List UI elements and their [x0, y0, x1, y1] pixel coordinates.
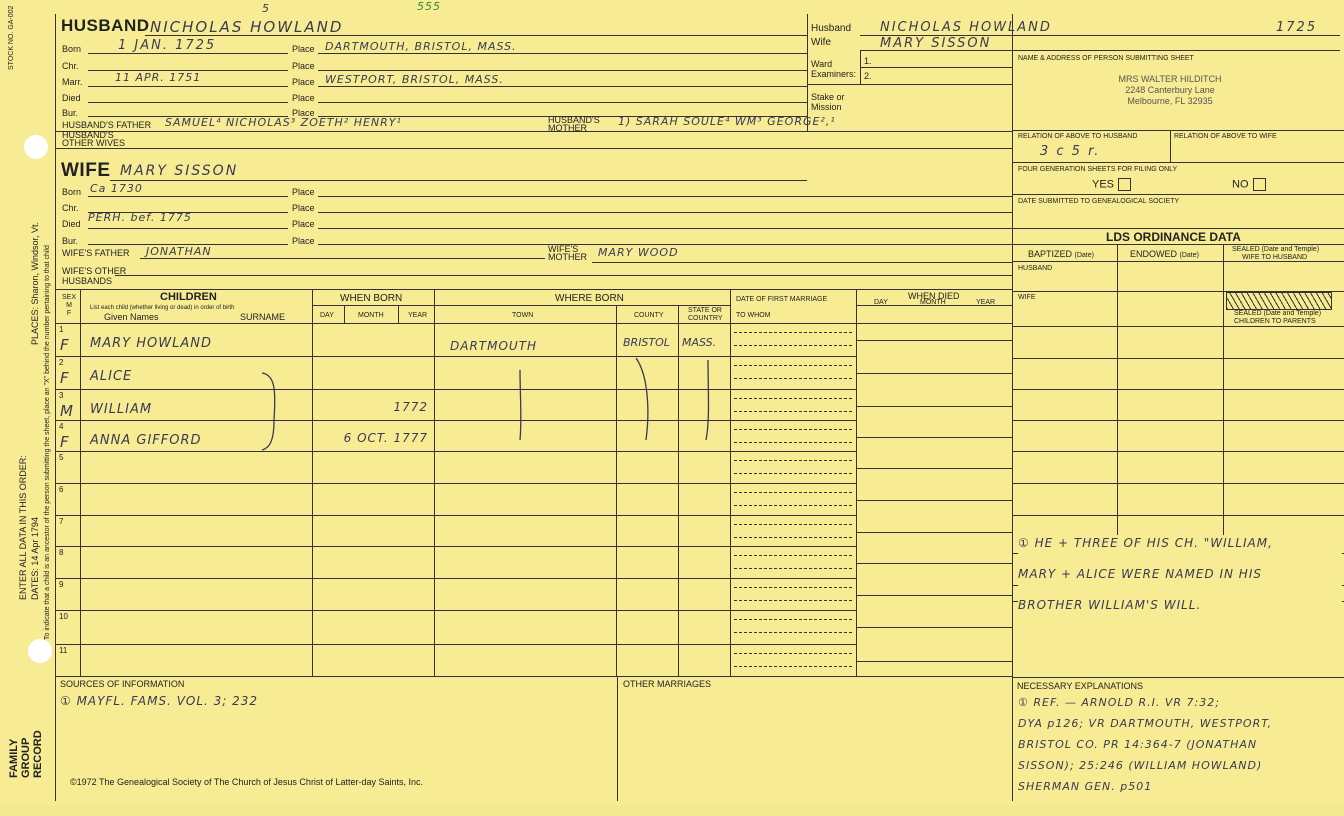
explanation-line-1: ① REF. — ARNOLD R.I. VR 7:32;: [1018, 696, 1220, 709]
where-born-label: WHERE BORN: [555, 293, 624, 304]
child-number: 6: [59, 485, 64, 494]
right-wife: MARY SISSON: [880, 36, 992, 51]
husband-other-wives-label-2: OTHER WIVES: [62, 138, 126, 148]
husband-note-555: 555: [417, 0, 441, 13]
punch-hole-bottom: [28, 639, 52, 663]
wife-born: Ca 1730: [90, 182, 143, 195]
sealed-children-label-2: CHILDREN TO PARENTS: [1234, 318, 1316, 325]
child-number: 8: [59, 548, 64, 557]
husband-heading: HUSBAND: [61, 16, 150, 35]
hatched-box: [1226, 292, 1332, 310]
child-number: 4: [59, 422, 64, 431]
note-line-3: BROTHER WILLIAM'S WILL.: [1018, 598, 1202, 612]
child-marriage-dash-1: [734, 555, 852, 556]
husband-marr: 11 APR. 1751: [115, 71, 202, 84]
husband-marr-place-label: Place: [292, 77, 315, 87]
submitter-line-1: MRS WALTER HILDITCH: [1118, 74, 1222, 84]
note-line-1: ① HE + THREE OF HIS CH. "WILLIAM,: [1018, 536, 1273, 550]
relation-husband: 3 c 5 r.: [1040, 144, 1101, 159]
town-label: TOWN: [512, 312, 534, 319]
submitter-address: [1100, 74, 1240, 107]
wife-born-place-label: Place: [292, 187, 315, 197]
child-died-line: [856, 500, 1012, 501]
yes-checkbox[interactable]: [1092, 178, 1131, 191]
husband-other-wives-label-1: HUSBAND'S: [62, 130, 114, 140]
child-number: 3: [59, 391, 64, 400]
child-born: 1772: [393, 400, 428, 414]
child-marriage-dash-1: [734, 460, 852, 461]
child-number: 1: [59, 325, 64, 334]
child-marriage-dash-2: [734, 600, 852, 601]
wife-mother-label-2: MOTHER: [548, 252, 587, 262]
child-marriage-dash-1: [734, 524, 852, 525]
mission-label: Mission: [811, 102, 842, 112]
margin-places: PLACES: Sharon, Windsor, Vt.: [30, 221, 40, 345]
note-line-2: MARY + ALICE WERE NAMED IN HIS: [1018, 567, 1262, 581]
when-born-label: WHEN BORN: [340, 293, 403, 304]
child-county: BRISTOL: [623, 336, 670, 349]
ditto-marks: [0, 0, 1012, 460]
explanation-line-3: BRISTOL CO. PR 14:364-7 (JONATHAN: [1018, 738, 1258, 751]
relation-husband-label: RELATION OF ABOVE TO HUSBAND: [1018, 133, 1138, 140]
child-died-line: [856, 595, 1012, 596]
sealed-wife-label-2: WIFE TO HUSBAND: [1242, 254, 1308, 261]
explanations-label: NECESSARY EXPLANATIONS: [1017, 681, 1144, 691]
child-marriage-dash-1: [734, 619, 852, 620]
husband-died-label: Died: [62, 93, 81, 103]
child-row-divider: [55, 546, 856, 547]
husband-father: SAMUEL⁴ NICHOLAS³ ZOETH² HENRY¹: [165, 116, 402, 129]
wife-father-label: WIFE'S FATHER: [62, 248, 130, 258]
wife-died-place-label: Place: [292, 219, 315, 229]
child-row-divider: [55, 610, 856, 611]
child-died-line: [856, 661, 1012, 662]
form-title-line-2: GROUP: [20, 737, 32, 778]
four-generation-label: FOUR GENERATION SHEETS FOR FILING ONLY: [1018, 166, 1178, 173]
form-title-line-3: RECORD: [32, 730, 44, 778]
child-sex: F: [60, 336, 71, 354]
other-marriages-label: OTHER MARRIAGES: [623, 679, 712, 689]
wife-name: MARY SISSON: [120, 163, 239, 179]
child-marriage-dash-1: [734, 492, 852, 493]
submitter-line-2: 2248 Canterbury Lane: [1125, 85, 1215, 95]
sources-label: SOURCES OF INFORMATION: [60, 679, 185, 689]
husband-note-5: 5: [262, 2, 270, 15]
husband-mother-label-1: HUSBAND'S: [548, 115, 600, 125]
husband-name: NICHOLAS HOWLAND: [150, 18, 344, 36]
child-name: ALICE: [90, 369, 133, 384]
child-sex: F: [60, 369, 71, 387]
child-marriage-dash-1: [734, 653, 852, 654]
wife-heading: WIFE: [61, 160, 111, 181]
husband-died-place-label: Place: [292, 93, 315, 103]
child-marriage-dash-2: [734, 473, 852, 474]
husband-born-label: Born: [62, 44, 82, 54]
right-husband-year: 1725: [1276, 20, 1318, 35]
husband-bur-place-label: Place: [292, 108, 315, 118]
right-husband: NICHOLAS HOWLAND: [880, 20, 1052, 35]
child-number: 10: [59, 612, 68, 621]
child-died-line: [856, 468, 1012, 469]
husband-born-place-label: Place: [292, 44, 315, 54]
form-title-line-1: FAMILY: [8, 738, 20, 778]
margin-instruction-order: ENTER ALL DATA IN THIS ORDER:: [18, 455, 28, 600]
husband-mother: 1) SARAH SOULE⁴ WM³ GEORGE²,¹: [618, 115, 836, 128]
child-died-line: [856, 627, 1012, 628]
child-marriage-dash-2: [734, 568, 852, 569]
child-sex: F: [60, 433, 71, 451]
surname-label: SURNAME: [240, 312, 286, 322]
child-row-divider: [55, 578, 856, 579]
margin-dates: DATES: 14 Apr 1794: [30, 517, 40, 600]
stock-number: STOCK NO. GA-002: [8, 5, 15, 70]
child-number: 9: [59, 580, 64, 589]
child-died-line: [856, 532, 1012, 533]
child-row-divider: [55, 644, 856, 645]
husband-marr-label: Marr.: [62, 77, 83, 87]
examiner-1: 1.: [864, 56, 872, 66]
child-number: 2: [59, 358, 64, 367]
copyright: ©1972 The Genealogical Society of The Church of Jesus Christ of Latter-day Saints, Inc.: [70, 777, 423, 787]
submitter-line-3: Melbourne, FL 32935: [1127, 96, 1213, 106]
wife-chr-place-label: Place: [292, 203, 315, 213]
wife-other-husbands-label-1: WIFE'S OTHER: [62, 266, 127, 276]
stake-label: Stake or: [811, 92, 845, 102]
child-state: MASS.: [682, 336, 717, 349]
ward-label: Ward: [811, 59, 833, 69]
sources-text: ① MAYFL. FAMS. VOL. 3; 232: [60, 694, 259, 708]
explanations-text: [1018, 692, 1272, 797]
child-died-line: [856, 563, 1012, 564]
wife-mother: MARY WOOD: [598, 246, 679, 259]
died-month-label: MONTH: [920, 299, 946, 306]
state-label-2: COUNTRY: [688, 315, 723, 322]
right-husband-label: Husband: [811, 23, 852, 34]
child-town: DARTMOUTH: [450, 339, 538, 353]
husband-chr-label: Chr.: [62, 61, 79, 71]
wife-chr-label: Chr.: [62, 203, 79, 213]
first-marriage-label: DATE OF FIRST MARRIAGE: [736, 296, 828, 303]
wife-other-husbands-label-2: HUSBANDS: [62, 276, 113, 286]
husband-born: 1 JAN. 1725: [118, 38, 217, 53]
child-name: WILLIAM: [90, 402, 153, 417]
child-number: 7: [59, 517, 64, 526]
year-label: YEAR: [408, 312, 428, 319]
child-number: 11: [59, 646, 68, 655]
husband-marr-place: WESTPORT, BRISTOL, MASS.: [325, 73, 504, 86]
yes-label: YES: [1092, 178, 1115, 191]
sealed-children-label-1: SEALED (Date and Temple): [1234, 310, 1322, 317]
wife-born-label: Born: [62, 187, 82, 197]
day-label: DAY: [320, 312, 334, 319]
child-marriage-dash-2: [734, 505, 852, 506]
submitter-label: NAME & ADDRESS OF PERSON SUBMITTING SHEET: [1018, 55, 1194, 62]
wife-died-label: Died: [62, 219, 81, 229]
children-heading: CHILDREN: [160, 291, 217, 303]
child-marriage-dash-1: [734, 587, 852, 588]
husband-mother-label-2: MOTHER: [548, 123, 587, 133]
when-died-label: WHEN DIED: [908, 291, 960, 301]
sealed-wife-label-1: SEALED (Date and Temple): [1232, 246, 1320, 253]
endowed-label: ENDOWED (Date): [1130, 249, 1199, 259]
month-label: MONTH: [358, 312, 384, 319]
state-label-1: STATE OR: [688, 307, 722, 314]
children-subheading: List each child (whether living or dead) in order of birth: [90, 305, 235, 311]
wife-father: JONATHAN: [146, 245, 212, 258]
date-submitted-label: DATE SUBMITTED TO GENEALOGICAL SOCIETY: [1018, 198, 1180, 205]
to-whom-label: TO WHOM: [736, 312, 771, 319]
child-row-divider: [55, 483, 856, 484]
died-day-label: DAY: [874, 299, 888, 306]
explanation-line-4: SISSON); 25:246 (WILLIAM HOWLAND): [1018, 759, 1263, 772]
examiners-label: Examiners:: [811, 69, 857, 79]
sex-label: SEX M F: [62, 294, 77, 317]
right-wife-label: Wife: [811, 37, 831, 48]
child-marriage-dash-2: [734, 537, 852, 538]
explanation-line-5: SHERMAN GEN. p501: [1018, 780, 1153, 793]
husband-born-place: DARTMOUTH, BRISTOL, MASS.: [325, 40, 517, 53]
wife-died: PERH. bef. 1775: [88, 211, 192, 224]
child-marriage-dash-2: [734, 666, 852, 667]
no-checkbox[interactable]: [1232, 178, 1266, 191]
died-year-label: YEAR: [976, 299, 996, 306]
child-row-divider: [55, 515, 856, 516]
lds-row-wife: WIFE: [1018, 294, 1036, 301]
child-born: 6 OCT. 1777: [343, 431, 428, 445]
lds-title: LDS ORDINANCE DATA: [1106, 230, 1241, 244]
given-names-label: Given Names: [104, 312, 159, 322]
husband-father-label: HUSBAND'S FATHER: [62, 120, 152, 130]
explanation-line-2: DYA p126; VR DARTMOUTH, WESTPORT,: [1018, 717, 1273, 730]
lds-row-husband: HUSBAND: [1018, 265, 1053, 272]
child-name: MARY HOWLAND: [90, 336, 212, 351]
child-number: 5: [59, 453, 64, 462]
wife-mother-label-1: WIFE'S: [548, 244, 579, 254]
margin-instruction-ancestor: To indicate that a child is an ancestor of the person submitting the sheet, place an "X" behind the number pertaining to that child: [44, 245, 51, 640]
husband-chr-place-label: Place: [292, 61, 315, 71]
husband-bur-label: Bur.: [62, 108, 79, 118]
wife-bur-place-label: Place: [292, 236, 315, 246]
child-name: ANNA GIFFORD: [90, 433, 202, 448]
child-marriage-dash-2: [734, 632, 852, 633]
child-sex: M: [60, 402, 75, 420]
no-label: NO: [1232, 178, 1249, 191]
baptized-label: BAPTIZED (Date): [1028, 249, 1094, 259]
wife-bur-label: Bur.: [62, 236, 79, 246]
relation-wife-label: RELATION OF ABOVE TO WIFE: [1174, 133, 1277, 140]
county-label: COUNTY: [634, 312, 664, 319]
examiner-2: 2.: [864, 71, 872, 81]
